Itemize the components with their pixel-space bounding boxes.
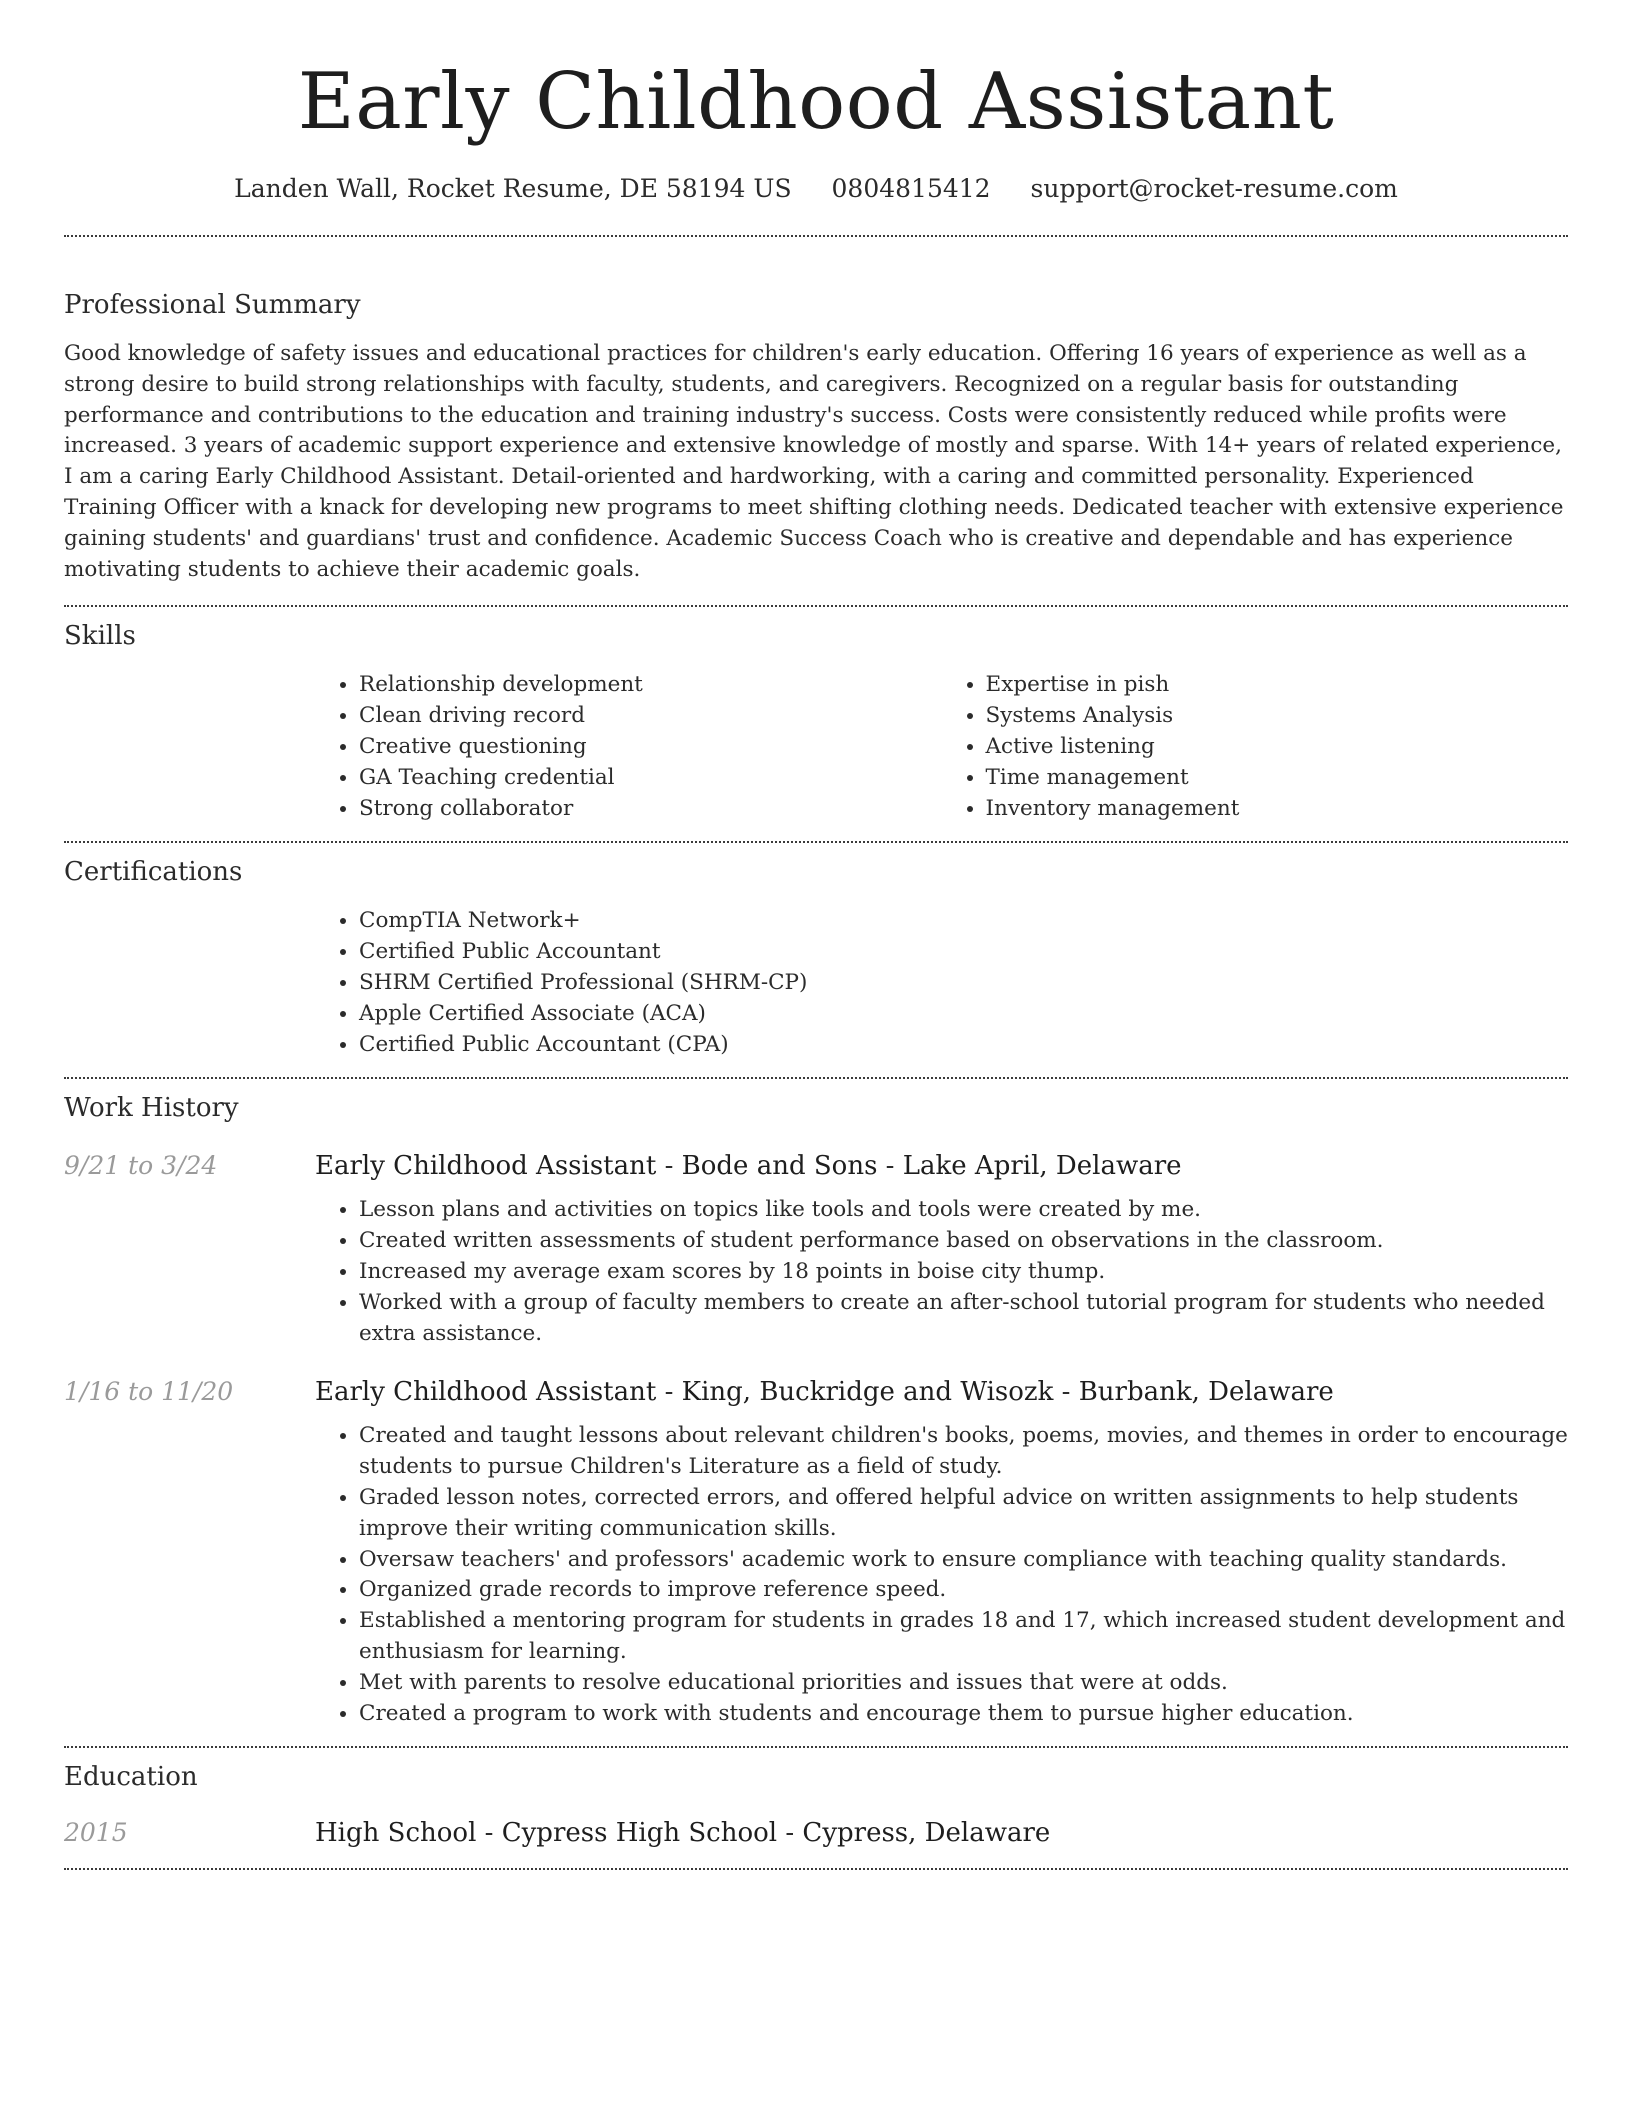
skills-list-left: [315, 670, 942, 824]
contact-line: [64, 172, 1568, 206]
education-degree: High School: [315, 1818, 477, 1849]
skills-list-right: [942, 670, 1569, 824]
separator: -: [476, 1818, 502, 1849]
separator: -: [656, 1151, 682, 1182]
certifications-section: [64, 855, 1568, 1060]
skill-item: • Clean driving record: [359, 701, 942, 732]
job-bullets: [315, 1195, 1568, 1349]
certification-item: • Certified Public Accountant (CPA): [359, 1030, 1568, 1061]
job-bullet: • Oversaw teachers' and professors' academic work to ensure compliance with teaching quality standards.: [359, 1545, 1568, 1576]
certifications-list: [315, 906, 1568, 1060]
skills-section: [64, 619, 1568, 824]
skill-item: • Relationship development: [359, 670, 942, 701]
job-entry: [64, 1375, 1568, 1729]
job-location: Lake April, Delaware: [902, 1151, 1182, 1182]
divider: [64, 1746, 1568, 1748]
separator: -: [656, 1377, 682, 1408]
job-title: Early Childhood Assistant: [315, 1151, 657, 1182]
job-bullet: • Created written assessments of student performance based on observations in the classroom.: [359, 1226, 1568, 1257]
divider: [64, 841, 1568, 843]
education-heading: Education: [64, 1762, 198, 1793]
education-date: 2015: [64, 1818, 128, 1848]
job-bullet: • Lesson plans and activities on topics like tools and tools were created by me.: [359, 1195, 1568, 1226]
job-title: Early Childhood Assistant: [315, 1377, 657, 1408]
job-header: [64, 1375, 1568, 1409]
contact-email: support@rocket-resume.com: [1030, 174, 1398, 203]
education-school: Cypress High School: [501, 1818, 778, 1849]
skill-item: • Expertise in pish: [986, 670, 1569, 701]
education-section: [64, 1760, 1568, 1850]
skill-item: • GA Teaching credential: [359, 763, 942, 794]
skill-item: • Active listening: [986, 732, 1569, 763]
job-bullet: • Increased my average exam scores by 18 points in boise city thump.: [359, 1257, 1568, 1288]
divider: [64, 235, 1568, 237]
contact-phone: 0804815412: [831, 174, 991, 203]
job-bullets: [315, 1421, 1568, 1729]
job-header: [64, 1149, 1568, 1183]
job-bullet: • Worked with a group of faculty members to create an after-school tutorial program for students who needed extra assistance.: [359, 1288, 1568, 1350]
job-bullet: • Established a mentoring program for students in grades 18 and 17, which increased student development and enthusiasm for learning.: [359, 1606, 1568, 1668]
certification-item: • CompTIA Network+: [359, 906, 1568, 937]
job-bullet: • Met with parents to resolve educational priorities and issues that were at odds.: [359, 1668, 1568, 1699]
certification-item: • Certified Public Accountant: [359, 937, 1568, 968]
resume-title: Early Childhood Assistant: [297, 57, 1335, 147]
skill-item: • Systems Analysis: [986, 701, 1569, 732]
job-date: 1/16 to 11/20: [64, 1377, 234, 1407]
contact-address: Landen Wall, Rocket Resume, DE 58194 US: [234, 174, 792, 203]
certifications-heading: Certifications: [64, 857, 243, 888]
job-bullet: • Graded lesson notes, corrected errors, and offered helpful advice on written assignments to help students improve their writing communication skills.: [359, 1483, 1568, 1545]
work-section: [64, 1091, 1568, 1729]
certification-item: • Apple Certified Associate (ACA): [359, 999, 1568, 1030]
skills-heading: Skills: [64, 621, 136, 652]
summary-text: Good knowledge of safety issues and educational practices for children's early education. Offering 16 years of experience as well as a strong desire to build strong relationships with faculty, students, and caregivers. Recognized on a regular basis for outstanding performance and contributions to the education and training industry's success. Costs were consistently reduced while profits were increased. 3 years of academic support experience and extensive knowledge of mostly and sparse. With 14+ years of related experience, I am a caring Early Childhood Assistant. Detail-oriented and hardworking, with a caring and committed personality. Experienced Training Officer with a knack for developing new programs to meet shifting clothing needs. Dedicated teacher with extensive experience gaining students' and guardians' trust and confidence. Academic Success Coach who is creative and dependable and has experience motivating students to achieve their academic goals.: [64, 341, 1564, 582]
education-location: Cypress, Delaware: [802, 1818, 1051, 1849]
certification-item: • SHRM Certified Professional (SHRM-CP): [359, 968, 1568, 999]
work-heading: Work History: [64, 1093, 239, 1124]
divider: [64, 1077, 1568, 1079]
resume-header: [64, 0, 1568, 206]
separator: -: [1053, 1377, 1079, 1408]
job-date: 9/21 to 3/24: [64, 1151, 218, 1181]
education-entry: [64, 1816, 1568, 1850]
job-entry: [64, 1149, 1568, 1349]
job-title-line: [315, 1149, 1182, 1183]
education-line: [315, 1816, 1050, 1850]
job-bullet: • Organized grade records to improve reference speed.: [359, 1575, 1568, 1606]
summary-heading: Professional Summary: [64, 290, 361, 320]
summary-section: [64, 288, 1568, 585]
divider: [64, 1868, 1568, 1870]
skill-item: • Inventory management: [986, 794, 1569, 825]
separator: -: [877, 1151, 903, 1182]
skill-item: • Time management: [986, 763, 1569, 794]
job-company: King, Buckridge and Wisozk: [681, 1377, 1054, 1408]
skill-item: • Strong collaborator: [359, 794, 942, 825]
skill-item: • Creative questioning: [359, 732, 942, 763]
job-bullet: • Created and taught lessons about relevant children's books, poems, movies, and themes in order to encourage students to pursue Children's Literature as a field of study.: [359, 1421, 1568, 1483]
job-title-line: [315, 1375, 1334, 1409]
job-location: Burbank, Delaware: [1078, 1377, 1334, 1408]
skills-grid: [315, 670, 1568, 824]
job-company: Bode and Sons: [681, 1151, 878, 1182]
separator: -: [777, 1818, 803, 1849]
divider: [64, 605, 1568, 607]
job-bullet: • Created a program to work with students and encourage them to pursue higher education.: [359, 1699, 1568, 1730]
